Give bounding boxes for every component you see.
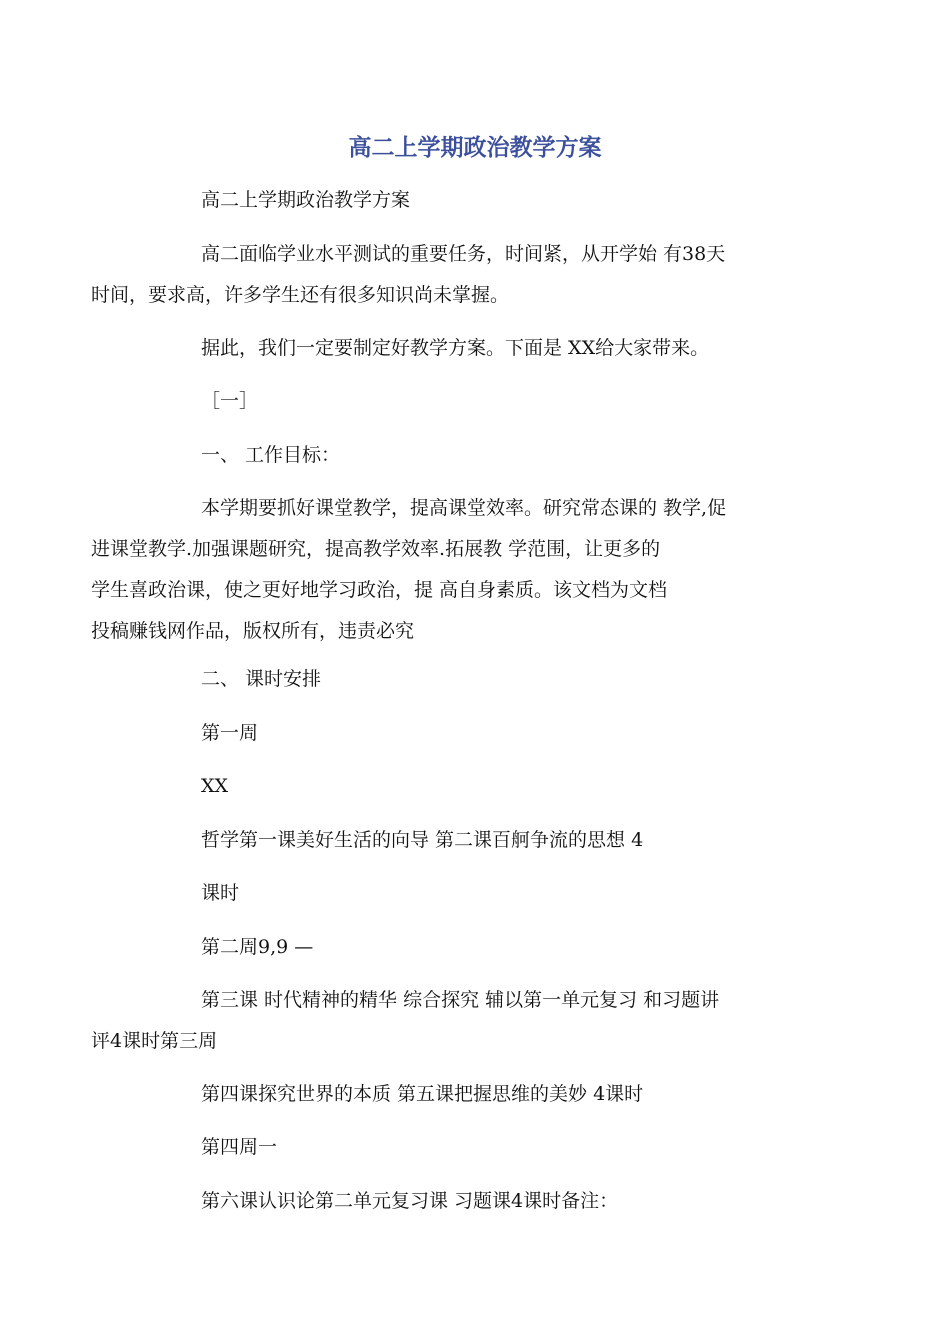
paragraph-subtitle <box>146 180 806 221</box>
paragraph-week-4 <box>146 1127 806 1168</box>
paragraph-lesson-4-5 <box>146 1074 806 1115</box>
text-line: 据此，我们一定要制定好教学方案。下面是 XX给大家带来。 <box>201 337 710 359</box>
text-line: 评4课时第三周 <box>91 1030 218 1052</box>
paragraph-xx <box>146 766 806 807</box>
text-line: 第三课 时代精神的精华 综合探究 辅以第一单元复习 和习题讲 <box>201 989 720 1011</box>
text-line: XX <box>201 775 229 797</box>
text-line: 第二周9,9 — <box>201 936 314 958</box>
text-line: ［一］ <box>201 390 259 412</box>
paragraph-goals <box>91 488 806 652</box>
text-line: 时间，要求高，许多学生还有很多知识尚未掌握。 <box>91 284 510 306</box>
heading-work-goals <box>146 435 806 476</box>
paragraph-intro <box>91 234 806 316</box>
text-line: 第四周一 <box>201 1136 278 1158</box>
document-title: 高二上学期政治教学方案 <box>348 135 602 161</box>
heading-schedule <box>146 659 806 700</box>
paragraph-hours <box>146 873 806 914</box>
text-line: 投稿赚钱网作品，版权所有，违责必究 <box>91 620 415 642</box>
paragraph-week-1 <box>146 713 806 754</box>
text-line: 一、 工作目标： <box>201 444 341 466</box>
paragraph-basis <box>146 328 806 369</box>
text-line: 第四课探究世界的本质 第五课把握思维的美妙 4课时 <box>201 1083 644 1105</box>
text-line: 本学期要抓好课堂教学，提高课堂效率。研究常态课的 教学,促 <box>201 497 727 519</box>
text-line: 二、 课时安排 <box>201 668 322 690</box>
paragraph-philosophy-lessons <box>146 820 806 861</box>
paragraph-lesson-3 <box>91 980 806 1062</box>
paragraph-week-2 <box>146 927 806 968</box>
text-line: 高二面临学业水平测试的重要任务，时间紧，从开学始 有38天 <box>201 243 726 265</box>
text-line: 第六课认识论第二单元复习课 习题课4课时备注： <box>201 1190 619 1212</box>
text-line: 学生喜政治课，使之更好地学习政治，提 高自身素质。该文档为文档 <box>91 579 668 601</box>
text-line: 课时 <box>201 882 240 904</box>
paragraph-lesson-6 <box>146 1181 806 1222</box>
paragraph-section-marker <box>146 381 806 422</box>
text-line: 高二上学期政治教学方案 <box>201 189 411 211</box>
text-line: 进课堂教学.加强课题研究，提高教学效率.拓展教 学范围，让更多的 <box>91 538 661 560</box>
text-line: 第一周 <box>201 722 259 744</box>
text-line: 哲学第一课美好生活的向导 第二课百舸争流的思想 4 <box>201 829 644 851</box>
